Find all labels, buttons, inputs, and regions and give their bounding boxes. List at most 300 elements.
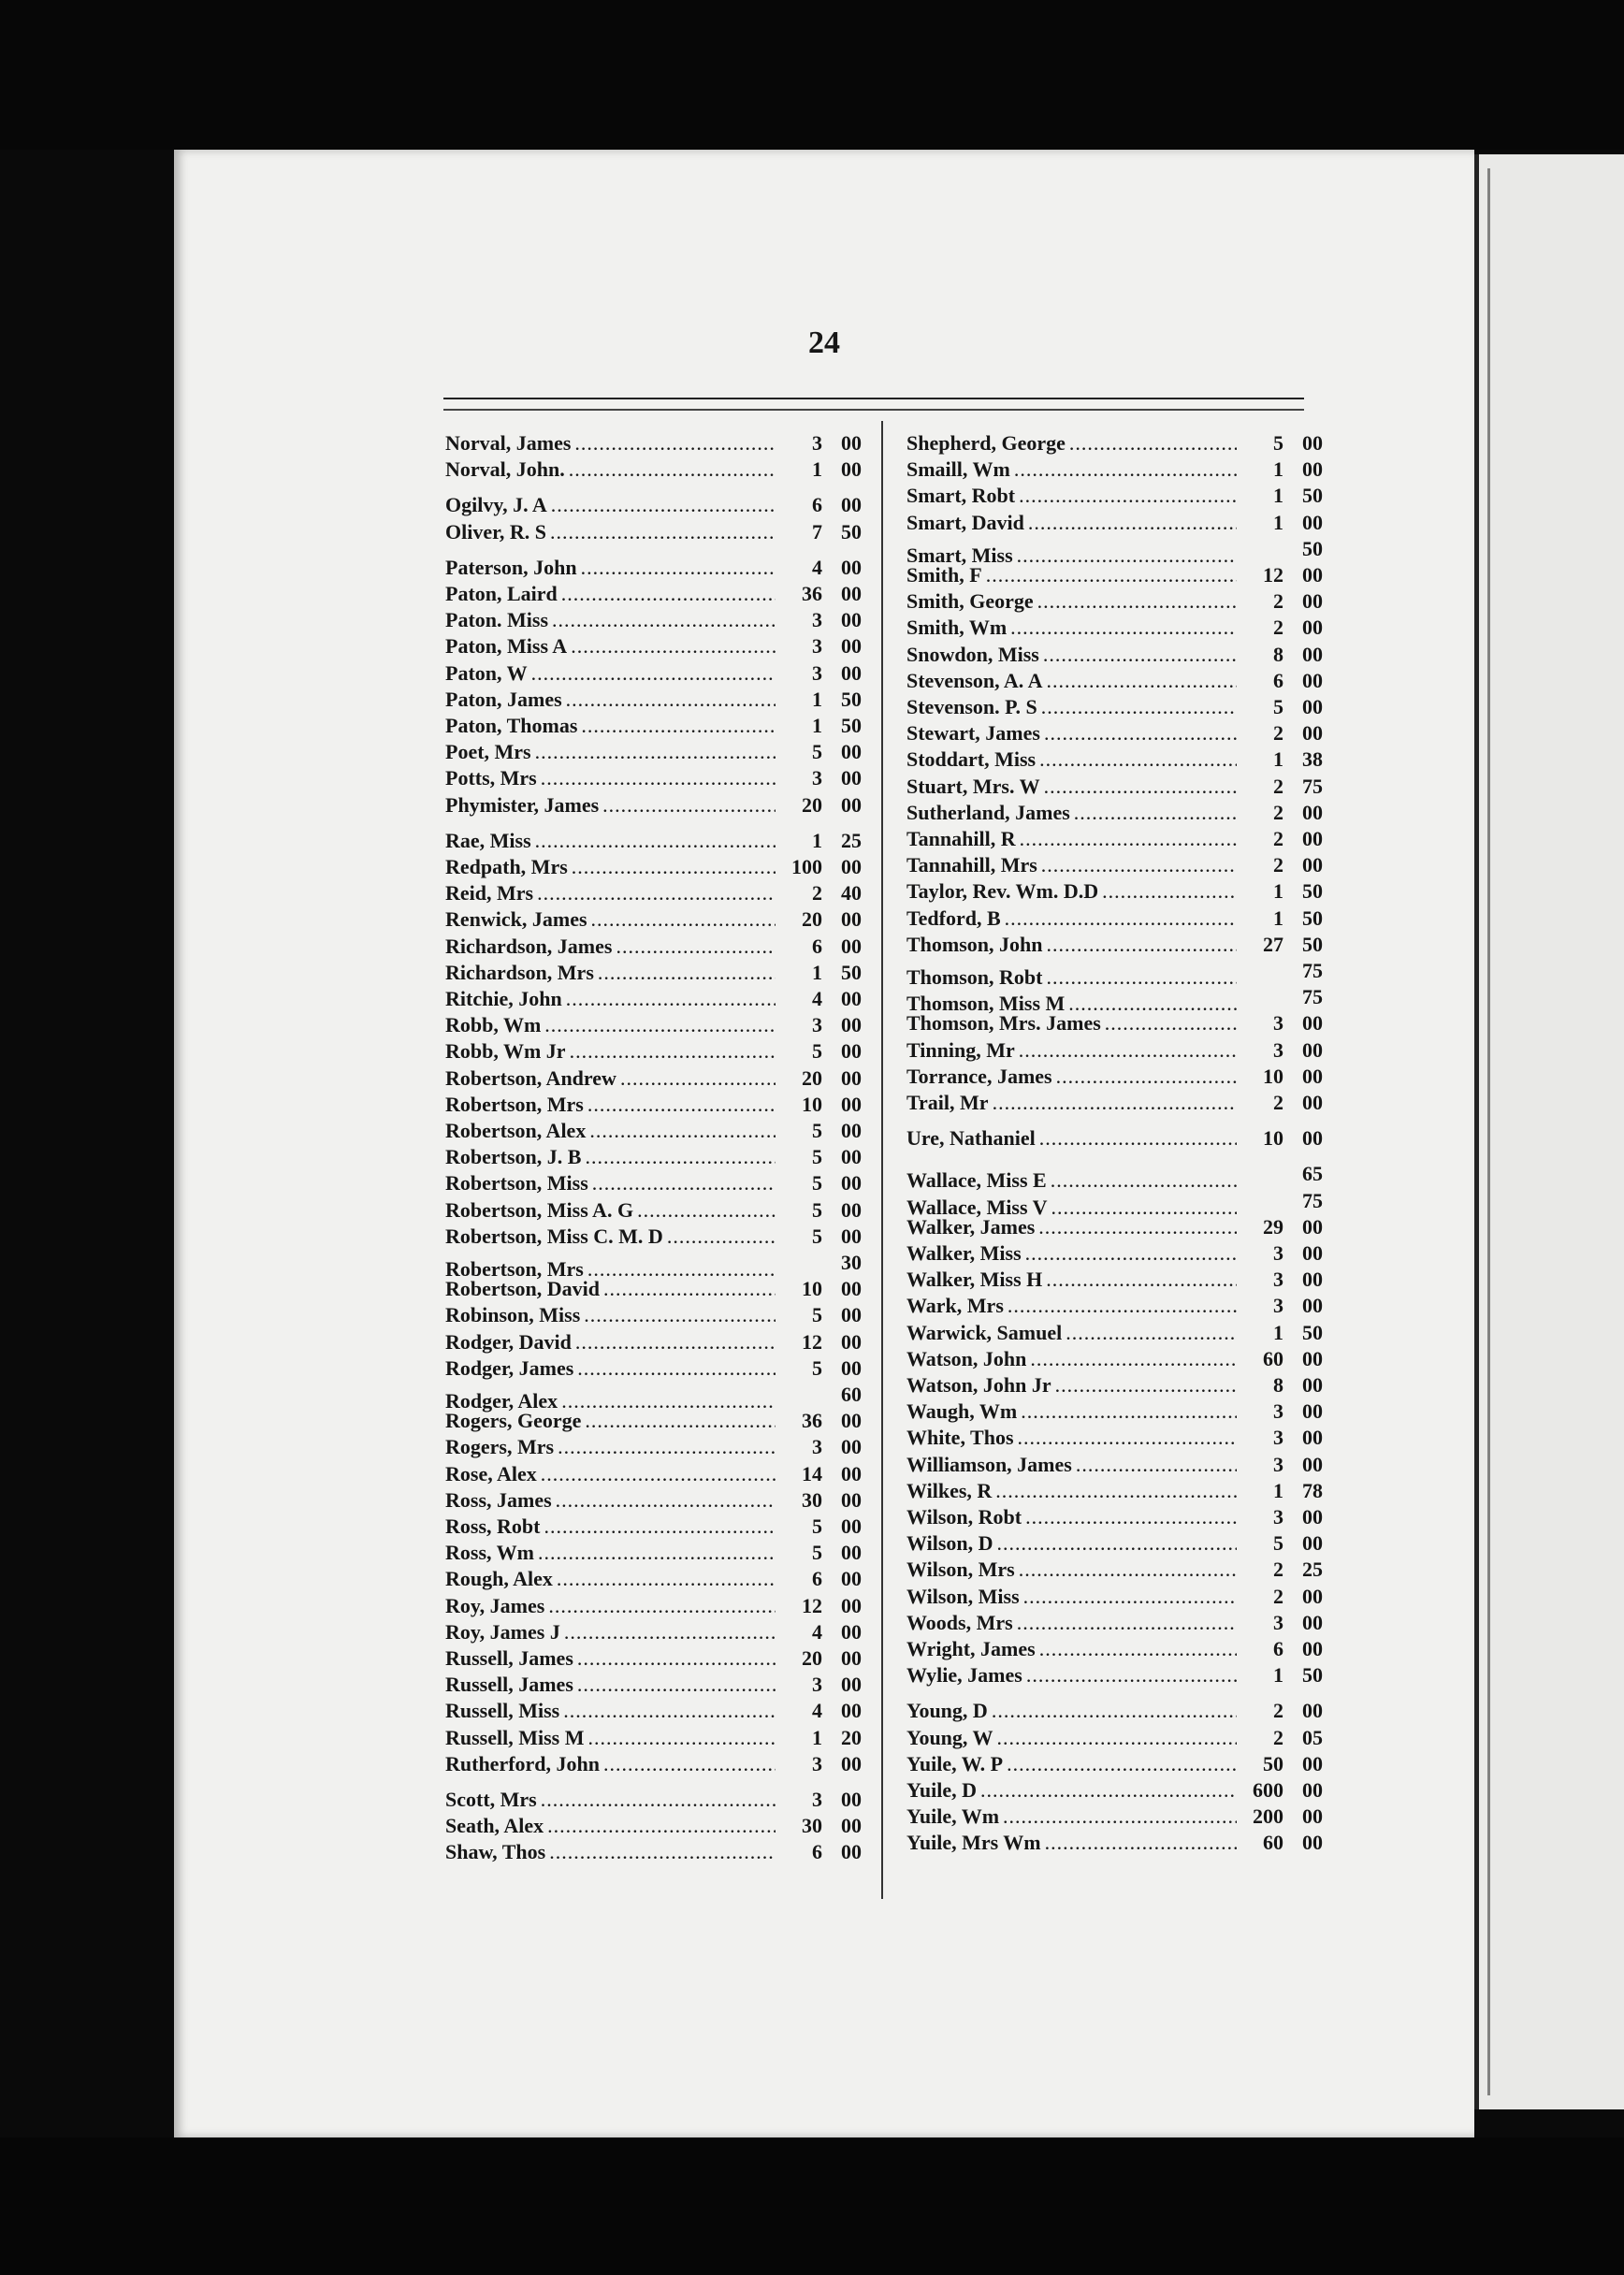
leader-dots: [980, 1777, 1237, 1804]
amount-dollars: 20: [802, 792, 822, 817]
amount-dollars: 60: [1263, 1831, 1283, 1855]
entry-amount: [779, 607, 862, 633]
amount-cents: 00: [1302, 1011, 1323, 1036]
amount-cents: 65: [1302, 1162, 1323, 1186]
ledger-entry: [906, 1320, 1323, 1346]
amount-dollars: 3: [1273, 1426, 1283, 1450]
leader-dots: [584, 1302, 776, 1328]
entry-amount: [779, 1250, 862, 1276]
amount-dollars: 20: [802, 907, 822, 932]
entry-name: Rough, Alex: [445, 1567, 553, 1591]
entry-name: Reid, Mrs: [445, 881, 534, 906]
leader-dots: [537, 880, 776, 906]
ledger-entry: [445, 1250, 862, 1281]
amount-dollars: 3: [812, 1673, 822, 1697]
entry-amount: [779, 1619, 862, 1645]
entry-name: Russell, James: [445, 1673, 573, 1697]
amount-dollars: 1: [1273, 747, 1283, 772]
amount-dollars: 5: [1273, 431, 1283, 455]
amount-cents: 00: [841, 855, 862, 878]
ledger-entry: [445, 1144, 862, 1170]
entry-name: Rogers, George: [445, 1409, 582, 1433]
leader-dots: [1003, 1804, 1237, 1830]
entry-amount: [1240, 1504, 1323, 1530]
entry-name: Robb, Wm: [445, 1013, 542, 1037]
amount-cents: 00: [841, 1619, 862, 1644]
ledger-entry: [906, 1010, 1323, 1036]
amount-cents: 00: [841, 634, 862, 659]
amount-dollars: 200: [1253, 1804, 1283, 1829]
entry-name: Shepherd, George: [906, 431, 1066, 455]
leader-dots: [997, 1725, 1237, 1751]
amount-cents: 00: [1302, 1126, 1323, 1151]
entry-amount: [779, 1038, 862, 1065]
entry-amount: [1240, 878, 1323, 905]
entry-name: Robertson, David: [445, 1277, 601, 1301]
amount-dollars: 12: [802, 1593, 822, 1617]
amount-dollars: 1: [812, 687, 822, 711]
entry-name: Robb, Wm Jr: [445, 1039, 566, 1064]
amount-cents: 00: [841, 907, 862, 932]
entry-amount: [779, 792, 862, 819]
entry-name: Williamson, James: [906, 1452, 1072, 1476]
leader-dots: [993, 1090, 1237, 1116]
entry-name: Roy, James J: [445, 1619, 560, 1644]
amount-dollars: 4: [812, 1699, 822, 1723]
entry-name: Thomson, Robt: [906, 965, 1043, 989]
amount-cents: 00: [1302, 1531, 1323, 1556]
entry-name: Wark, Mrs: [906, 1294, 1004, 1318]
scan-bottom-border: [0, 2137, 1624, 2275]
amount-cents: 50: [1302, 1663, 1323, 1688]
amount-dollars: 4: [812, 987, 822, 1010]
ledger-entry: [445, 456, 862, 483]
amount-dollars: 1: [1273, 484, 1283, 508]
ledger-entry: [445, 1487, 862, 1514]
amount-dollars: 6: [812, 1840, 822, 1864]
entry-name: Paton, Thomas: [445, 714, 578, 737]
ledger-entry: [906, 932, 1323, 958]
entry-amount: [779, 1725, 862, 1751]
amount-cents: 00: [841, 431, 862, 455]
ledger-entry: [906, 720, 1323, 746]
amount-cents: 50: [841, 714, 862, 737]
ledger-entry: [445, 1725, 862, 1751]
ledger-entry: [445, 765, 862, 791]
amount-dollars: [1242, 958, 1283, 984]
amount-dollars: 14: [802, 1461, 822, 1485]
leader-dots: [1046, 668, 1237, 694]
entry-name: Paton, W: [445, 660, 528, 685]
entry-amount: [1240, 1372, 1323, 1398]
entry-name: Seath, Alex: [445, 1814, 544, 1838]
amount-cents: 00: [1302, 1064, 1323, 1088]
entry-amount: [1240, 958, 1323, 984]
amount-dollars: 2: [1273, 721, 1283, 746]
leader-dots: [1066, 1320, 1237, 1346]
entry-amount: [1240, 1240, 1323, 1267]
ledger-entry: [906, 694, 1323, 720]
amount-dollars: 1: [1273, 510, 1283, 534]
ledger-entry: [445, 960, 862, 986]
amount-dollars: 10: [1263, 1064, 1283, 1088]
ledger-entry: [906, 1240, 1323, 1267]
scan-top-border: [0, 0, 1624, 150]
amount-cents: 00: [1302, 1294, 1323, 1318]
amount-cents: 75: [1302, 774, 1323, 798]
leader-dots: [577, 1672, 776, 1698]
ledger-entry: [906, 800, 1323, 826]
amount-cents: 25: [1302, 1558, 1323, 1582]
entry-amount: [779, 828, 862, 854]
leader-dots: [577, 1645, 776, 1672]
leader-dots: [566, 687, 776, 713]
leader-dots: [1026, 1662, 1237, 1688]
amount-dollars: 8: [1273, 1373, 1283, 1397]
amount-dollars: 30: [802, 1814, 822, 1838]
entry-name: Wilson, Miss: [906, 1584, 1020, 1608]
ledger-entry: [445, 934, 862, 960]
entry-amount: [779, 1092, 862, 1118]
amount-cents: 00: [841, 1593, 862, 1617]
leader-dots: [556, 1487, 776, 1514]
entry-name: Rose, Alex: [445, 1461, 537, 1485]
entry-amount: [1240, 1188, 1323, 1214]
entry-name: Rogers, Mrs: [445, 1435, 555, 1459]
ledger-entry: [906, 774, 1323, 800]
leader-dots: [995, 1478, 1237, 1504]
leader-dots: [620, 1065, 776, 1092]
entry-amount: [779, 739, 862, 765]
amount-dollars: 2: [1273, 800, 1283, 824]
leader-dots: [572, 854, 776, 880]
amount-cents: 30: [841, 1251, 862, 1274]
entry-amount: [779, 1787, 862, 1813]
amount-cents: 00: [1302, 1505, 1323, 1529]
entry-name: Paton, Laird: [445, 582, 558, 605]
ledger-entry: [445, 1197, 862, 1224]
leader-dots: [598, 960, 776, 986]
amount-dollars: 3: [812, 660, 822, 685]
leader-dots: [1037, 588, 1237, 615]
ledger-entry: [445, 1514, 862, 1540]
leader-dots: [570, 1038, 776, 1065]
ledger-entry: [445, 1038, 862, 1065]
amount-cents: 00: [841, 766, 862, 790]
amount-cents: 00: [1302, 1346, 1323, 1370]
amount-cents: 00: [1302, 457, 1323, 482]
amount-dollars: 5: [812, 1145, 822, 1169]
entry-amount: [1240, 1010, 1323, 1036]
entry-amount: [1240, 1777, 1323, 1804]
entry-name: Smart, David: [906, 510, 1024, 534]
leader-dots: [538, 1540, 776, 1566]
amount-cents: 50: [1302, 1320, 1323, 1344]
ledger-entry: [445, 1382, 862, 1413]
amount-cents: 50: [841, 960, 862, 984]
entry-amount: [779, 1698, 862, 1724]
entry-amount: [779, 633, 862, 659]
entry-amount: [1240, 1452, 1323, 1478]
amount-cents: 00: [1302, 695, 1323, 718]
amount-dollars: 2: [812, 881, 822, 906]
entry-amount: [1240, 800, 1323, 826]
entry-name: Robertson, Mrs: [445, 1257, 584, 1281]
entry-amount: [1240, 642, 1323, 668]
amount-cents: 60: [841, 1383, 862, 1406]
amount-cents: 00: [1302, 589, 1323, 614]
amount-dollars: 3: [812, 608, 822, 632]
entry-name: Wallace, Miss E: [906, 1168, 1047, 1193]
entry-amount: [779, 687, 862, 713]
entry-amount: [779, 906, 862, 933]
ledger-entry: [906, 642, 1323, 668]
leader-dots: [1055, 1372, 1237, 1398]
entry-name: Walker, James: [906, 1214, 1036, 1239]
ledger-entry: [906, 562, 1323, 588]
ledger-entry: [906, 1662, 1323, 1688]
entry-amount: [1240, 562, 1323, 588]
ledger-entry: [906, 1636, 1323, 1662]
entry-name: Robertson, Miss A. G: [445, 1197, 634, 1222]
ledger-entry: [906, 483, 1323, 509]
amount-dollars: 1: [1273, 1478, 1283, 1502]
entry-amount: [779, 1170, 862, 1196]
amount-dollars: 8: [1273, 642, 1283, 666]
leader-dots: [1043, 642, 1237, 668]
leader-dots: [603, 1751, 776, 1777]
leader-dots: [1028, 510, 1237, 536]
entry-name: Watson, John: [906, 1346, 1027, 1370]
amount-dollars: 50: [1263, 1751, 1283, 1775]
amount-dollars: 600: [1253, 1778, 1283, 1802]
entry-name: Walker, Miss: [906, 1241, 1022, 1265]
entry-amount: [1240, 1398, 1323, 1425]
leader-dots: [577, 1355, 776, 1382]
ledger-entry: [906, 1267, 1323, 1293]
amount-dollars: [1242, 1188, 1283, 1214]
entry-amount: [779, 1355, 862, 1382]
amount-cents: 40: [841, 881, 862, 906]
amount-cents: 00: [841, 1751, 862, 1775]
entry-name: Yuile, W. P: [906, 1751, 1004, 1775]
leader-dots: [1014, 456, 1237, 483]
amount-dollars: 5: [812, 1197, 822, 1222]
amount-dollars: 3: [812, 766, 822, 790]
entry-name: Roy, James: [445, 1593, 545, 1617]
amount-cents: 00: [1302, 1831, 1323, 1855]
leader-dots: [557, 1566, 776, 1592]
amount-cents: 00: [841, 1646, 862, 1670]
ledger-entry: [906, 958, 1323, 989]
header-rule: [443, 398, 1304, 411]
entry-name: Richardson, Mrs: [445, 960, 594, 984]
amount-dollars: 5: [812, 1303, 822, 1327]
leader-dots: [1044, 720, 1237, 746]
amount-dollars: 2: [1273, 616, 1283, 640]
amount-dollars: 36: [802, 582, 822, 605]
entry-name: Ure, Nathaniel: [906, 1126, 1036, 1151]
entry-name: Rodger, Alex: [445, 1389, 558, 1413]
amount-cents: 00: [841, 1224, 862, 1248]
entry-amount: [1240, 932, 1323, 958]
entry-amount: [779, 1645, 862, 1672]
entry-name: Robertson, Alex: [445, 1119, 587, 1142]
ledger-entry: [445, 1012, 862, 1038]
entry-amount: [779, 492, 862, 518]
amount-dollars: 1: [1273, 1663, 1283, 1688]
amount-cents: 00: [841, 660, 862, 685]
entry-name: Russell, Miss: [445, 1699, 560, 1723]
entry-name: Richardson, James: [445, 934, 613, 958]
amount-cents: 00: [841, 1840, 862, 1864]
amount-dollars: 12: [802, 1329, 822, 1354]
ledger-entry: [445, 607, 862, 633]
entry-amount: [1240, 1725, 1323, 1751]
ledger-entry: [906, 1425, 1323, 1451]
amount-cents: 50: [841, 687, 862, 711]
ledger-entry: [445, 854, 862, 880]
entry-amount: [1240, 1267, 1323, 1293]
ledger-entry: [906, 1804, 1323, 1830]
ledger-entry: [445, 986, 862, 1012]
entry-amount: [779, 1144, 862, 1170]
entry-amount: [1240, 826, 1323, 852]
amount-cents: 00: [1302, 827, 1323, 850]
amount-cents: 00: [841, 1788, 862, 1811]
amount-dollars: [1242, 1161, 1283, 1187]
leader-dots: [535, 828, 776, 854]
entry-name: Paton, Miss A: [445, 634, 568, 659]
ledger-entry: [445, 739, 862, 765]
entry-amount: [779, 555, 862, 581]
entry-name: Yuile, Wm: [906, 1804, 1000, 1829]
entry-amount: [1240, 1037, 1323, 1064]
ledger-entry: [445, 1839, 862, 1865]
leader-dots: [603, 1276, 776, 1302]
entry-name: Norval, John.: [445, 457, 565, 482]
entry-name: Warwick, Samuel: [906, 1320, 1063, 1344]
entry-name: Watson, John Jr: [906, 1373, 1051, 1397]
amount-cents: 00: [841, 1145, 862, 1169]
amount-cents: 00: [841, 555, 862, 579]
entry-amount: [1240, 1425, 1323, 1451]
ledger-entry: [445, 1092, 862, 1118]
leader-dots: [548, 1593, 776, 1619]
entry-name: Taylor, Rev. Wm. D.D: [906, 879, 1099, 904]
amount-cents: 00: [1302, 431, 1323, 455]
entry-amount: [779, 1118, 862, 1144]
entry-amount: [779, 854, 862, 880]
amount-cents: 50: [1302, 536, 1323, 560]
ledger-entry: [906, 615, 1323, 641]
amount-cents: 00: [841, 1119, 862, 1142]
entry-amount: [1240, 746, 1323, 773]
ledger-entry: [906, 826, 1323, 852]
leader-dots: [1039, 1125, 1237, 1152]
entry-amount: [1240, 1214, 1323, 1240]
amount-dollars: 7: [812, 519, 822, 543]
entry-name: Stevenson, A. A: [906, 668, 1043, 692]
amount-cents: 00: [1302, 1373, 1323, 1397]
amount-cents: 00: [841, 1567, 862, 1591]
leader-dots: [1019, 1037, 1237, 1064]
entry-name: Robertson, Miss C. M. D: [445, 1224, 663, 1248]
leader-dots: [552, 607, 776, 633]
ledger-entry: [906, 1751, 1323, 1777]
amount-dollars: 2: [1273, 774, 1283, 798]
entry-name: Yuile, Mrs Wm: [906, 1831, 1041, 1855]
entry-amount: [1240, 1584, 1323, 1610]
leader-dots: [585, 1408, 776, 1434]
entry-name: Tinning, Mr: [906, 1037, 1015, 1062]
entry-name: Russell, James: [445, 1646, 573, 1670]
amount-dollars: 3: [1273, 1037, 1283, 1062]
entry-name: Thomson, John: [906, 932, 1043, 956]
amount-cents: 00: [841, 1039, 862, 1064]
amount-cents: 00: [841, 1409, 862, 1433]
amount-dollars: 36: [802, 1409, 822, 1433]
amount-cents: 00: [1302, 1584, 1323, 1608]
amount-cents: 00: [841, 1013, 862, 1037]
leader-dots: [1018, 1425, 1237, 1451]
leader-dots: [1021, 1398, 1237, 1425]
amount-dollars: 2: [1273, 589, 1283, 614]
ledger-entry: [906, 1698, 1323, 1724]
amount-dollars: 2: [1273, 1584, 1283, 1608]
amount-cents: 50: [1302, 906, 1323, 930]
entry-amount: [1240, 1293, 1323, 1319]
amount-dollars: 1: [812, 457, 822, 482]
ledger-entry: [906, 1478, 1323, 1504]
ledger-entry: [445, 1593, 862, 1619]
leader-dots: [1030, 1346, 1237, 1372]
amount-cents: 05: [1302, 1725, 1323, 1749]
amount-dollars: 3: [812, 431, 822, 455]
amount-cents: 00: [841, 1329, 862, 1354]
entry-name: Ogilvy, J. A: [445, 493, 547, 517]
entry-name: Wilson, Robt: [906, 1505, 1022, 1529]
amount-dollars: 1: [812, 1725, 822, 1749]
leader-dots: [563, 1698, 776, 1724]
amount-cents: 00: [1302, 1268, 1323, 1292]
entry-amount: [1240, 1662, 1323, 1688]
entry-amount: [1240, 483, 1323, 509]
entry-name: Robertson, Andrew: [445, 1065, 616, 1090]
entry-amount: [1240, 1478, 1323, 1504]
amount-cents: 00: [841, 1197, 862, 1222]
leader-dots: [549, 1839, 776, 1865]
entry-name: Scott, Mrs: [445, 1788, 537, 1811]
binding-line: [1487, 168, 1490, 2095]
leader-dots: [1039, 1636, 1237, 1662]
entry-name: Potts, Mrs: [445, 766, 537, 790]
entry-amount: [1240, 1557, 1323, 1583]
leader-dots: [531, 660, 776, 687]
amount-cents: 00: [1302, 1637, 1323, 1660]
ledger-entry: [445, 1408, 862, 1434]
leader-dots: [1074, 800, 1237, 826]
amount-dollars: 3: [812, 634, 822, 659]
leader-dots: [1007, 1751, 1237, 1777]
amount-dollars: 2: [1273, 853, 1283, 877]
leader-dots: [544, 1012, 776, 1038]
leader-dots: [569, 456, 776, 483]
adjacent-page: [1474, 154, 1624, 2109]
amount-cents: 75: [1302, 959, 1323, 982]
amount-dollars: 5: [812, 1119, 822, 1142]
ledger-entry: [445, 1118, 862, 1144]
